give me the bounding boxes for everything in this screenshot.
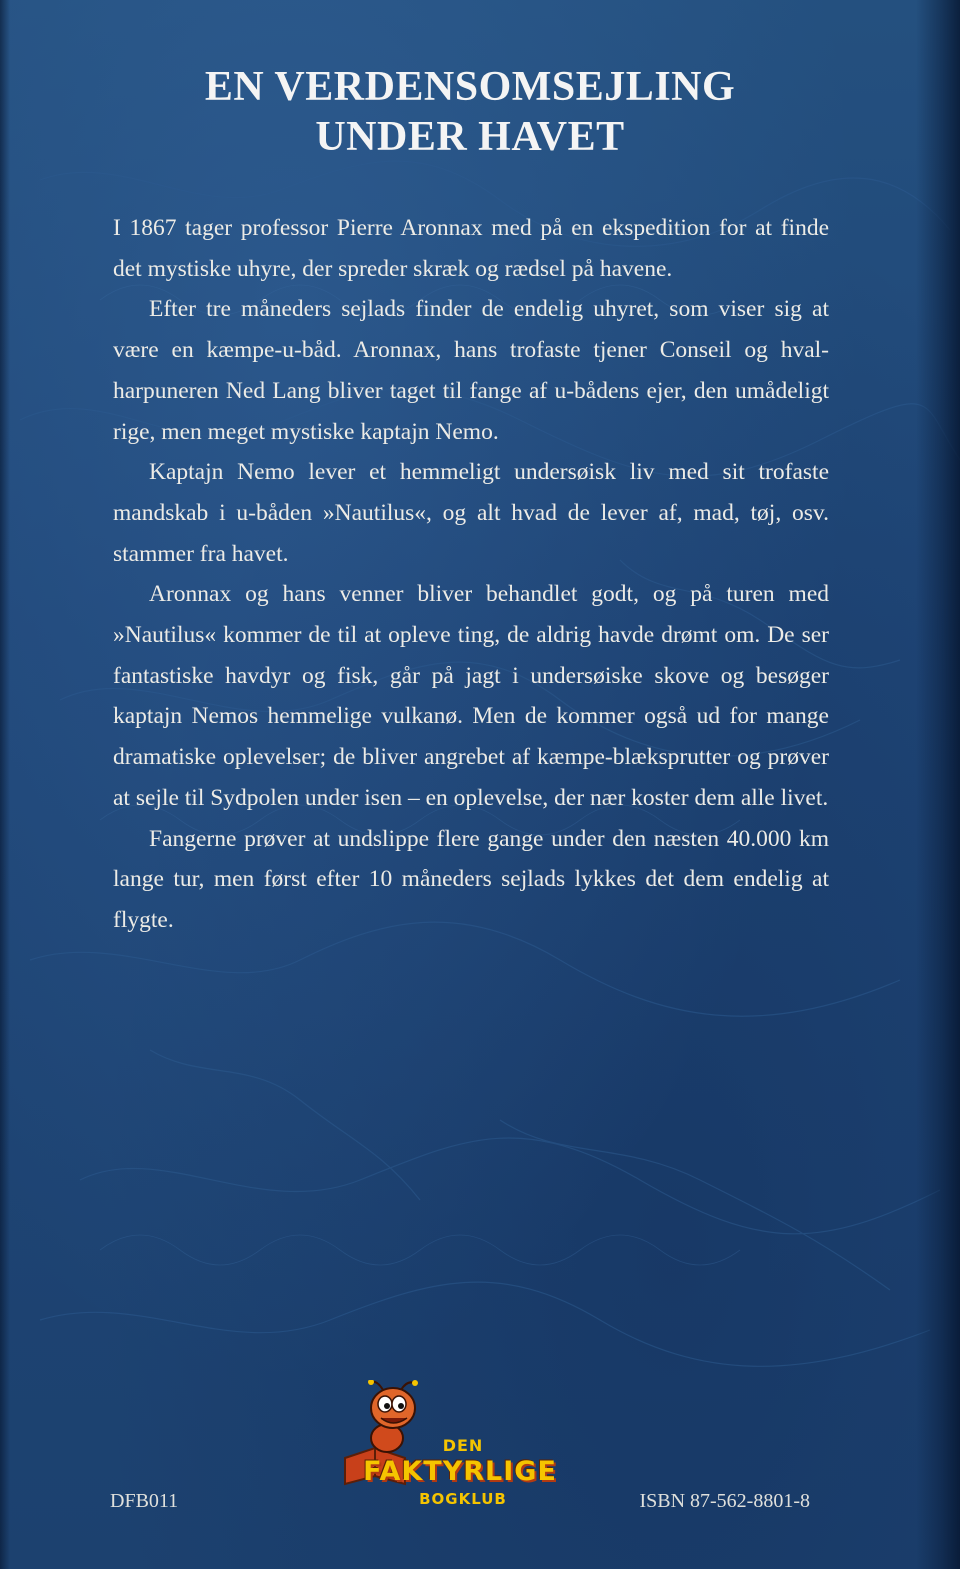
book-title: [0, 62, 940, 162]
logo-text-den: DEN: [442, 1436, 484, 1455]
left-edge-shadow: [0, 0, 10, 1569]
logo-text-bogklub: BOGKLUB: [419, 1490, 507, 1508]
title-line-2: UNDER HAVET: [315, 114, 625, 160]
blurb-paragraph: Aronnax og hans venner bliver behandlet godt, og på turen med »Nautilus« kommer de til at opleve ting, de aldrig havde drømt om. De ser fantastiske havdyr og fisk, går på jagt i undersøiske skove og besøger kaptajn Nemos hemmelige vulkanø. Men de kommer også ud for mange dramatiske oplevelser; de bliver angrebet af kæmpe-blæksprutter og prøver at sejle til Sydpolen under isen – en oplevelse, der nær koster dem alle livet.: [113, 581, 829, 811]
isbn-number: ISBN 87-562-8801-8: [639, 1490, 810, 1512]
spine-edge-shadow: [916, 0, 960, 1569]
title-line-1: EN VERDENSOMSEJLING: [204, 64, 736, 110]
blurb-paragraph: I 1867 tager professor Pierre Aronnax med på en ekspedition for at finde det mystiske uhyre, der spreder skræk og rædsel på havene.: [113, 215, 829, 282]
catalog-code: DFB011: [110, 1490, 179, 1512]
logo-text-faktyrlige: FAKTYRLIGE: [363, 1456, 557, 1487]
blurb-text: [113, 208, 829, 941]
book-club-logo: [335, 1380, 585, 1510]
blurb-paragraph: Fangerne prøver at undslippe flere gange under den næsten 40.000 km lange tur, men først efter 10 måneders sejlads lykkes det dem endelig at flygte.: [113, 825, 829, 933]
blurb-paragraph: Efter tre måneders sejlads finder de endelig uhyret, som viser sig at være en kæmpe-u-båd. Aronnax, hans trofaste tjener Conseil og hval-harpuneren Ned Lang bliver taget til fange af u-bådens ejer, den umådeligt rige, men meget mystiske kaptajn Nemo.: [113, 296, 829, 445]
blurb-paragraph: Kaptajn Nemo lever et hemmeligt undersøisk liv med sit trofaste mandskab i u-båden »Nautilus«, og alt hvad de lever af, mad, tøj, osv. stammer fra havet.: [113, 459, 829, 567]
